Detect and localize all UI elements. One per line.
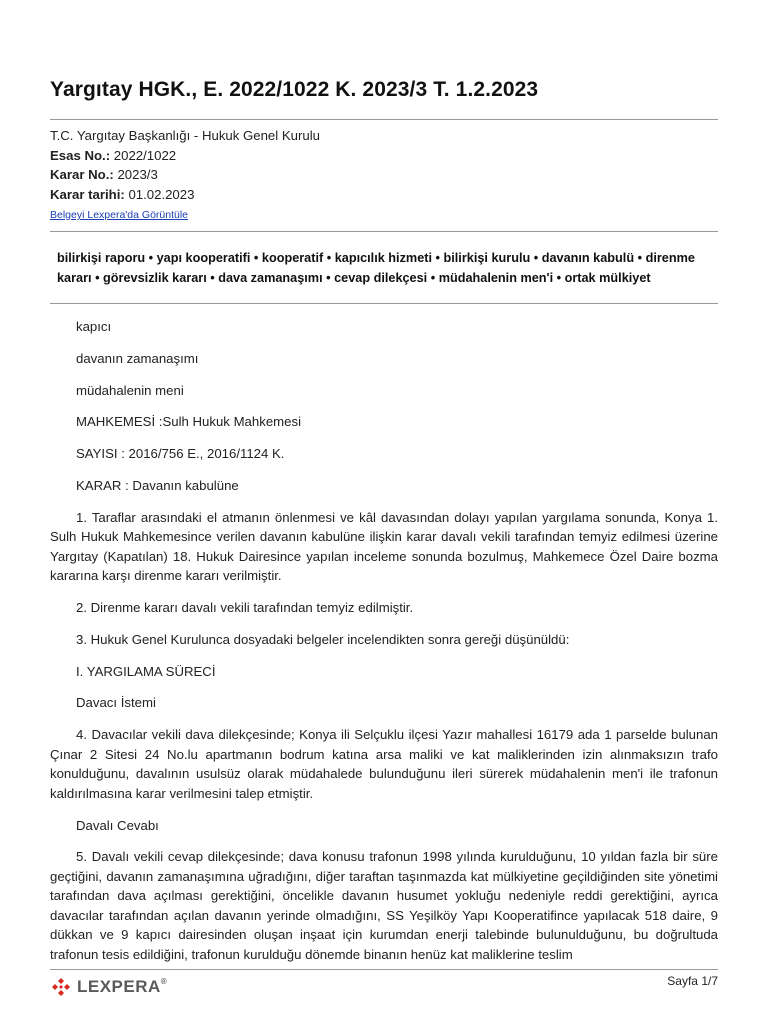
paragraph: 3. Hukuk Genel Kurulunca dosyadaki belgeler incelendikten sonra gereği düşünüldü:	[76, 631, 570, 647]
keyword-tags	[57, 249, 712, 288]
paragraph: SAYISI : 2016/756 E., 2016/1124 K.	[76, 446, 285, 462]
paragraph: 2. Direnme kararı davalı vekili tarafından temyiz edilmiştir.	[76, 600, 414, 616]
tarih-label: Karar tarihi:	[50, 186, 125, 202]
meta-divider	[50, 231, 718, 232]
subsection-heading: Davalı Cevabı	[76, 817, 159, 833]
footer-divider	[50, 969, 718, 970]
logo-wordmark	[77, 977, 167, 997]
page-number: Sayfa 1/7	[667, 974, 718, 988]
tags-line-1: bilirkişi raporu • yapı kooperatifi • kooperatif • kapıcılık hizmeti • bilirkişi kurulu • davanın kabulü • direnme	[57, 251, 695, 265]
paragraph: 4. Davacılar vekili dava dilekçesinde; Konya ili Selçuklu ilçesi Yazır mahallesi 16179 ada 1 parselde bulunan Çınar 2 Sitesi 24 No.lu apartmanın bodrum katına arsa maliki ve kat maliklerinden izin alınmaksızın trafo konulduğunu, davalının usulsüz olarak müdahalede bulunduğunu ileri sürerek müdahalenin men'i ile trafonun kaldırılmasına karar verilmesini talep etmiştir.	[50, 727, 718, 801]
karar-value: 2023/3	[117, 167, 158, 182]
karar-row	[50, 165, 320, 185]
title-divider	[50, 119, 718, 120]
esas-label: Esas No.:	[50, 147, 111, 163]
section-heading: I. YARGILAMA SÜRECİ	[76, 663, 216, 679]
tags-line-2: kararı • görevsizlik kararı • dava zamanaşımı • cevap dilekçesi • müdahalenin men'i • ortak mülkiyet	[57, 270, 651, 285]
lexpera-logo	[51, 977, 167, 997]
document-body	[50, 317, 718, 977]
court-name: T.C. Yargıtay Başkanlığı - Hukuk Genel Kurulu	[50, 128, 320, 143]
paragraph: 5. Davalı vekili cevap dilekçesinde; dava konusu trafonun 1998 yılında kurulduğunu, 10 yıldan fazla bir süre geçtiğini, davanın zamanaşımına uğradığını, diğer taraftan taşınmazda kat mülkiyetine geçildiğinden site yönetimi tarafından dava açılması gerektiğini, öncelikle davanın husumet yokluğu nedeniyle reddi gerektiğini, ayrıca davacılar tarafından açılan davanın yerinde olmadığını, SS Yeşilköy Yapı Kooperatifince yapılacak 518 daire, 9 dükkan ve 9 kapıcı dairesinden oluşan inşaat için kurumdan enerji talebinde bulunulduğunu, bu doğrultuda trafonun tesis edildiğini, trafonun kurulduğu dönemde binanın henüz kat maliklerine teslim	[50, 849, 718, 962]
lexpera-mark-icon	[51, 977, 71, 997]
karar-label: Karar No.:	[50, 167, 114, 182]
tarih-row	[50, 185, 320, 205]
paragraph: KARAR : Davanın kabulüne	[76, 477, 239, 493]
esas-row	[50, 146, 320, 166]
esas-value: 2022/1022	[113, 147, 177, 163]
view-on-lexpera-link[interactable]: Belgeyi Lexpera'da Görüntüle	[50, 209, 189, 221]
paragraph: 1. Taraflar arasındaki el atmanın önlenmesi ve kâl davasından dolayı yapılan yargılama sonunda, Konya 1. Sulh Hukuk Mahkemesince verilen davanın kabulüne ilişkin karar davalı vekili tarafından temyiz edilmesi üzerine Yargıtay (Kapatılan) 18. Hukuk Dairesince yapılan inceleme sonunda bozulmuş, Mahkemece Özel Daire bozma kararına karşı direnme kararı verilmiştir.	[50, 509, 718, 584]
paragraph: kapıcı	[76, 319, 112, 334]
paragraph: MAHKEMESİ :Sulh Hukuk Mahkemesi	[76, 414, 301, 430]
tags-divider	[50, 303, 718, 304]
registered-mark: ®	[160, 977, 168, 986]
paragraph: müdahalenin meni	[76, 382, 184, 398]
tarih-value: 01.02.2023	[128, 186, 195, 202]
document-title: Yargıtay HGK., E. 2022/1022 K. 2023/3 T. 1.2.2023	[50, 78, 539, 101]
document-meta	[50, 126, 320, 226]
logo-text: LEXPERA	[77, 977, 161, 996]
subsection-heading: Davacı İstemi	[76, 695, 156, 711]
paragraph: davanın zamanaşımı	[76, 350, 199, 366]
